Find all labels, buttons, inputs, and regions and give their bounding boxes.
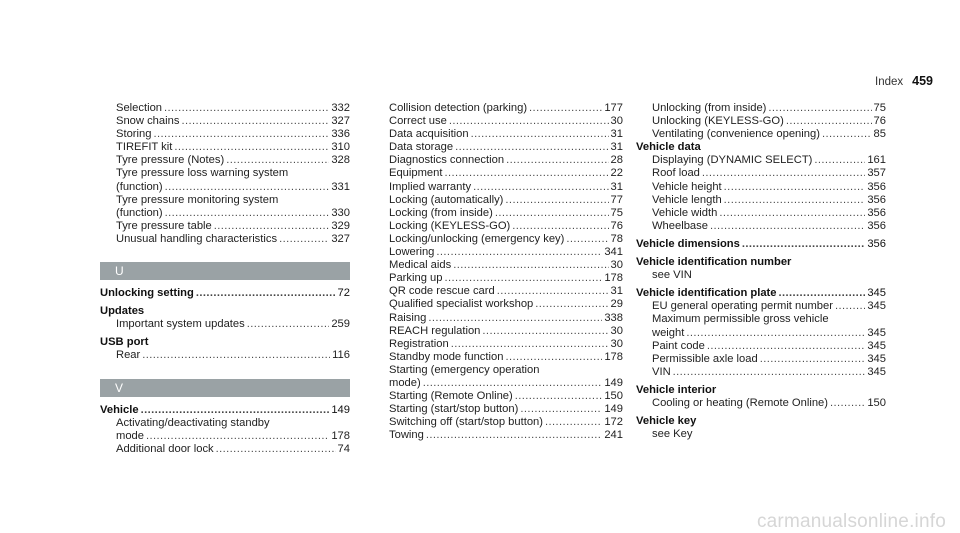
index-entry[interactable] xyxy=(116,443,350,456)
index-entry[interactable] xyxy=(100,318,350,331)
index-entry[interactable] xyxy=(116,207,350,220)
entry-page: 161 xyxy=(867,154,886,167)
index-heading: Updates xyxy=(100,305,145,318)
entry-page: 74 xyxy=(337,442,350,455)
leader-dots xyxy=(497,285,609,298)
entry-page: 328 xyxy=(331,154,350,167)
leader-dots xyxy=(710,220,865,233)
entry-page: 356 xyxy=(867,206,886,219)
entry-label: Storing xyxy=(116,128,152,141)
page-header xyxy=(875,75,933,89)
index-entry[interactable] xyxy=(389,246,623,259)
entry-page: 85 xyxy=(873,128,886,141)
entry-label: Vehicle xyxy=(100,403,139,416)
entry-label: Lowering xyxy=(389,246,435,259)
leader-dots xyxy=(428,312,602,325)
entry-page: 336 xyxy=(331,128,350,141)
index-entry[interactable] xyxy=(116,233,350,246)
entry-label: Towing xyxy=(389,429,424,442)
entry-label: Unusual handling characteristics xyxy=(116,232,278,245)
leader-dots xyxy=(196,287,336,300)
entry-label-line: Maximum permissible gross vehicle xyxy=(652,313,829,326)
entry-page: 345 xyxy=(867,300,886,313)
index-entry[interactable] xyxy=(636,287,886,300)
entry-page: 30 xyxy=(610,115,623,128)
entry-page: 329 xyxy=(331,219,350,232)
leader-dots xyxy=(226,154,329,167)
index-entry[interactable] xyxy=(652,327,886,340)
leader-dots xyxy=(153,128,329,141)
index-heading: Vehicle key xyxy=(636,415,697,428)
leader-dots xyxy=(760,353,866,366)
entry-label-line: Tyre pressure monitoring system xyxy=(116,193,279,206)
entry-label: Equipment xyxy=(389,167,443,180)
index-entry[interactable] xyxy=(389,102,623,115)
index-entry[interactable] xyxy=(389,416,623,429)
entry-page: 341 xyxy=(604,246,623,259)
entry-page: 31 xyxy=(610,180,623,193)
leader-dots xyxy=(529,102,602,115)
entry-page: 76 xyxy=(610,219,623,232)
leader-dots xyxy=(535,298,608,311)
entry-label: Wheelbase xyxy=(652,219,708,232)
leader-dots xyxy=(174,141,329,154)
leader-dots xyxy=(165,207,330,220)
index-entry[interactable] xyxy=(389,298,623,311)
entry-label: Medical aids xyxy=(389,259,452,272)
leader-dots xyxy=(146,430,329,443)
letter-section-u: U xyxy=(100,262,350,280)
entry-page: 172 xyxy=(604,416,623,429)
entry-page: 75 xyxy=(873,102,886,114)
entry-label: Vehicle dimensions xyxy=(636,237,740,250)
leader-dots xyxy=(505,351,602,364)
index-entry[interactable] xyxy=(652,167,886,180)
leader-dots xyxy=(495,207,609,220)
entry-page: 30 xyxy=(610,324,623,337)
entry-label: Vehicle identification plate xyxy=(636,287,777,300)
index-entry[interactable] xyxy=(389,351,623,364)
entry-label: Starting (Remote Online) xyxy=(389,390,513,403)
entry-label: weight xyxy=(652,326,685,339)
watermark: carmanualsonline.info xyxy=(756,510,946,532)
header-index-label: Index xyxy=(875,76,904,88)
entry-label: Implied warranty xyxy=(389,180,472,193)
index-entry[interactable] xyxy=(389,285,623,298)
entry-page: 30 xyxy=(610,337,623,350)
index-entry[interactable] xyxy=(652,366,886,379)
entry-page: 345 xyxy=(867,326,886,339)
index-entry[interactable] xyxy=(389,220,623,233)
entry-label: Parking up xyxy=(389,272,443,285)
index-entry[interactable] xyxy=(389,325,623,338)
entry-page: 356 xyxy=(867,193,886,206)
entry-page: 116 xyxy=(332,349,350,362)
leader-dots xyxy=(247,318,330,331)
index-entry[interactable] xyxy=(652,115,886,128)
index-entry[interactable] xyxy=(389,207,623,220)
entry-label: Rear xyxy=(116,349,141,362)
index-entry[interactable] xyxy=(652,353,886,366)
page-number: 459 xyxy=(912,74,933,88)
leader-dots xyxy=(181,115,329,128)
entry-page: 150 xyxy=(867,396,886,409)
index-column-2 xyxy=(373,102,623,442)
leader-dots xyxy=(822,128,872,141)
entry-label: Raising xyxy=(389,311,427,324)
leader-dots xyxy=(445,272,603,285)
entry-page: 75 xyxy=(610,206,623,219)
leader-dots xyxy=(436,246,602,259)
leader-dots xyxy=(164,102,329,115)
leader-dots xyxy=(453,259,608,272)
entry-page: 31 xyxy=(610,128,623,141)
index-entry[interactable] xyxy=(116,141,350,154)
index-entry[interactable] xyxy=(389,312,623,325)
see-reference[interactable]: see VIN xyxy=(652,269,692,282)
leader-dots xyxy=(724,181,866,194)
entry-page: 178 xyxy=(604,350,623,363)
index-entry[interactable] xyxy=(389,272,623,285)
entry-label: Standby mode function xyxy=(389,350,504,363)
entry-label-line: Tyre pressure loss warning system xyxy=(116,167,289,180)
entry-page: 345 xyxy=(867,339,886,352)
entry-label: Important system updates xyxy=(116,318,245,331)
index-entry[interactable] xyxy=(389,259,623,272)
leader-dots xyxy=(545,416,602,429)
entry-label: Vehicle width xyxy=(652,206,718,219)
index-entry[interactable] xyxy=(652,207,886,220)
leader-dots xyxy=(814,154,865,167)
entry-label: Ventilating (convenience opening) xyxy=(652,128,820,141)
entry-label: EU general operating permit number xyxy=(652,300,833,313)
index-entry[interactable] xyxy=(116,128,350,141)
index-heading: Vehicle interior xyxy=(636,383,717,396)
entry-page: 327 xyxy=(331,115,350,128)
entry-label: Data acquisition xyxy=(389,128,469,141)
leader-dots xyxy=(279,233,329,246)
index-entry[interactable] xyxy=(652,220,886,233)
entry-page: 30 xyxy=(610,259,623,272)
entry-label: Cooling or heating (Remote Online) xyxy=(652,396,828,409)
index-entry[interactable] xyxy=(389,128,623,141)
entry-label: Unlocking (from inside) xyxy=(652,102,767,114)
entry-page: 338 xyxy=(604,311,623,324)
entry-label: Diagnostics connection xyxy=(389,154,505,167)
leader-dots xyxy=(506,154,608,167)
index-entry[interactable] xyxy=(652,300,886,313)
index-column-3 xyxy=(636,102,886,441)
entry-label: Permissible axle load xyxy=(652,352,758,365)
entry-page: 72 xyxy=(337,287,350,300)
leader-dots xyxy=(423,377,603,390)
entry-page: 28 xyxy=(610,154,623,167)
entry-label: VIN xyxy=(652,365,671,378)
entry-page: 357 xyxy=(867,167,886,180)
index-entry[interactable] xyxy=(389,338,623,351)
entry-label-line: Starting (emergency operation xyxy=(389,363,540,376)
index-entry[interactable] xyxy=(100,349,350,362)
entry-page: 356 xyxy=(867,237,886,250)
entry-page: 78 xyxy=(610,232,623,245)
index-entry[interactable] xyxy=(652,194,886,207)
entry-label: QR code rescue card xyxy=(389,285,495,298)
entry-label: Locking (KEYLESS-GO) xyxy=(389,219,511,232)
leader-dots xyxy=(686,327,865,340)
leader-dots xyxy=(520,403,602,416)
entry-label: Snow chains xyxy=(116,115,180,128)
leader-dots xyxy=(835,300,865,313)
entry-label: Roof load xyxy=(652,167,700,180)
leader-dots xyxy=(471,128,609,141)
entry-label: (function) xyxy=(116,180,163,193)
entry-page: 356 xyxy=(867,180,886,193)
index-entry[interactable] xyxy=(116,115,350,128)
entry-label: Locking/unlocking (emergency key) xyxy=(389,232,565,245)
index-entry[interactable] xyxy=(389,181,623,194)
leader-dots xyxy=(724,194,866,207)
index-entry[interactable] xyxy=(652,340,886,353)
entry-label: Additional door lock xyxy=(116,442,214,455)
entry-page: 310 xyxy=(331,141,350,154)
leader-dots xyxy=(707,340,865,353)
index-entry[interactable] xyxy=(636,238,886,251)
entry-page: 149 xyxy=(604,403,623,416)
entry-page: 149 xyxy=(604,376,623,389)
entry-page: 150 xyxy=(604,390,623,403)
entry-label: Displaying (DYNAMIC SELECT) xyxy=(652,154,813,167)
entry-page: 345 xyxy=(867,352,886,365)
entry-label: Correct use xyxy=(389,115,447,128)
entry-page: 241 xyxy=(604,429,623,442)
leader-dots xyxy=(742,238,865,251)
leader-dots xyxy=(719,207,865,220)
index-entry[interactable] xyxy=(389,233,623,246)
entry-label: Locking (automatically) xyxy=(389,193,504,206)
entry-page: 331 xyxy=(331,180,350,193)
index-entry[interactable] xyxy=(389,403,623,416)
index-entry[interactable] xyxy=(389,115,623,128)
entry-label: mode xyxy=(116,429,144,442)
index-entry[interactable] xyxy=(652,128,886,141)
index-heading: Vehicle identification number xyxy=(636,256,792,269)
leader-dots xyxy=(702,167,865,180)
leader-dots xyxy=(141,404,330,417)
index-entry[interactable] xyxy=(389,141,623,154)
index-entry[interactable] xyxy=(652,154,886,167)
leader-dots xyxy=(505,194,608,207)
leader-dots xyxy=(165,181,330,194)
entry-page: 76 xyxy=(873,115,886,128)
entry-label: (function) xyxy=(116,206,163,219)
entry-page: 356 xyxy=(867,219,886,232)
index-entry[interactable] xyxy=(652,181,886,194)
index-entry[interactable] xyxy=(389,390,623,403)
entry-page: 259 xyxy=(331,318,350,331)
leader-dots xyxy=(673,366,866,379)
index-entry[interactable] xyxy=(116,154,350,167)
leader-dots xyxy=(455,141,608,154)
index-entry[interactable] xyxy=(389,154,623,167)
index-entry[interactable] xyxy=(116,220,350,233)
index-entry[interactable] xyxy=(389,429,623,442)
leader-dots xyxy=(216,443,336,456)
index-entry[interactable] xyxy=(389,194,623,207)
entry-label: Unlocking (KEYLESS-GO) xyxy=(652,115,784,128)
leader-dots xyxy=(426,429,603,442)
leader-dots xyxy=(445,167,609,180)
leader-dots xyxy=(451,338,609,351)
index-entry[interactable] xyxy=(652,102,886,115)
entry-page: 178 xyxy=(604,272,623,285)
leader-dots xyxy=(482,325,608,338)
index-entry[interactable] xyxy=(100,287,350,300)
leader-dots xyxy=(786,115,872,128)
entry-page: 330 xyxy=(331,206,350,219)
entry-label: Collision detection (parking) xyxy=(389,102,528,114)
index-entry[interactable] xyxy=(389,167,623,180)
leader-dots xyxy=(779,287,866,300)
entry-page: 29 xyxy=(610,298,623,311)
entry-label: Qualified specialist workshop xyxy=(389,298,534,311)
leader-dots xyxy=(515,390,603,403)
leader-dots xyxy=(768,102,871,115)
letter-section-v: V xyxy=(100,379,350,397)
entry-label: mode) xyxy=(389,376,421,389)
index-heading: USB port xyxy=(100,336,149,349)
index-entry[interactable] xyxy=(116,102,350,115)
leader-dots xyxy=(512,220,608,233)
entry-label: Tyre pressure (Notes) xyxy=(116,154,225,167)
entry-label: Locking (from inside) xyxy=(389,206,493,219)
index-entry[interactable] xyxy=(100,404,350,417)
entry-page: 149 xyxy=(331,403,350,416)
entry-page: 77 xyxy=(610,193,623,206)
entry-label: Selection xyxy=(116,102,163,114)
entry-page: 22 xyxy=(610,167,623,180)
index-column-1 xyxy=(100,102,350,456)
entry-label: TIREFIT kit xyxy=(116,141,173,154)
leader-dots xyxy=(473,181,608,194)
leader-dots xyxy=(566,233,608,246)
entry-page: 31 xyxy=(610,141,623,154)
entry-page: 345 xyxy=(867,365,886,378)
index-entry[interactable] xyxy=(116,430,350,443)
entry-page: 178 xyxy=(331,429,350,442)
entry-label: Vehicle height xyxy=(652,180,722,193)
index-heading: Vehicle data xyxy=(636,141,701,154)
index-entry[interactable] xyxy=(636,397,886,410)
entry-page: 327 xyxy=(331,232,350,245)
entry-page: 31 xyxy=(610,285,623,298)
see-reference[interactable]: see Key xyxy=(652,428,693,441)
entry-label: Paint code xyxy=(652,339,705,352)
entry-label-line: Activating/deactivating standby xyxy=(116,416,270,429)
entry-label: Registration xyxy=(389,337,449,350)
leader-dots xyxy=(449,115,609,128)
entry-label: Vehicle length xyxy=(652,193,722,206)
index-entry[interactable] xyxy=(389,377,623,390)
entry-label: Unlocking setting xyxy=(100,287,194,300)
leader-dots xyxy=(830,397,865,410)
leader-dots xyxy=(214,220,330,233)
entry-label: Starting (start/stop button) xyxy=(389,403,519,416)
entry-page: 332 xyxy=(331,102,350,114)
entry-label: Data storage xyxy=(389,141,454,154)
entry-page: 177 xyxy=(604,102,623,114)
entry-label: Tyre pressure table xyxy=(116,219,212,232)
leader-dots xyxy=(142,349,330,362)
entry-label: REACH regulation xyxy=(389,324,481,337)
index-entry[interactable] xyxy=(116,181,350,194)
entry-page: 345 xyxy=(867,287,886,300)
entry-label: Switching off (start/stop button) xyxy=(389,416,544,429)
